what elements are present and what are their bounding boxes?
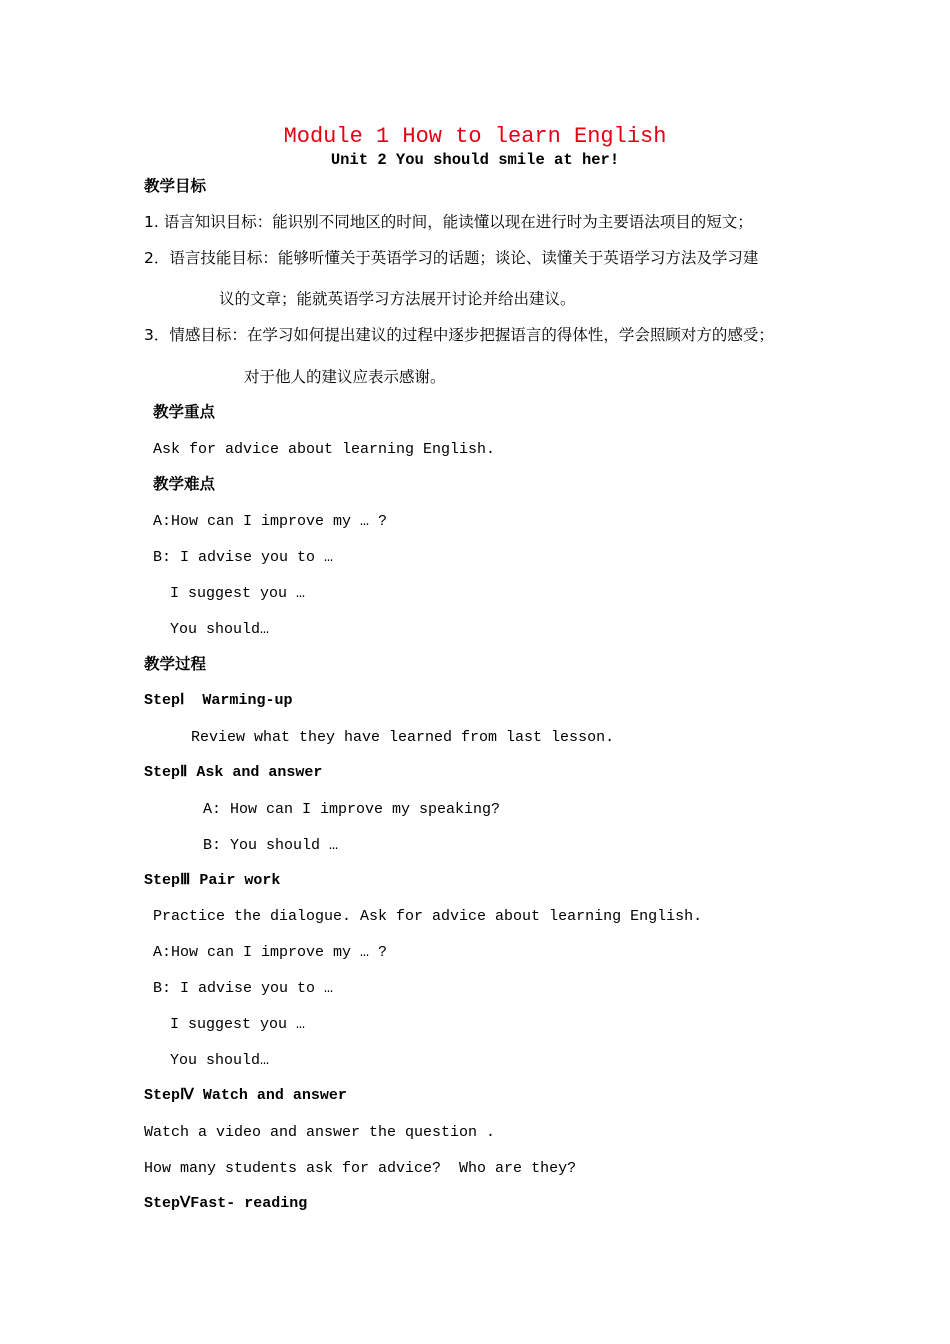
goal-item-2: 2．语言技能目标：能够听懂关于英语学习的话题；谈论、读懂关于英语学习方法及学习建 — [144, 249, 759, 267]
step-3-line-3: B: I advise you to … — [153, 980, 334, 997]
step-2-title: StepⅡ Ask and answer — [144, 764, 323, 781]
step-1-line-1: Review what they have learned from last lesson. — [191, 729, 615, 746]
goal-item-1: 1. 语言知识目标：能识别不同地区的时间，能读懂以现在进行时为主要语法项目的短文； — [144, 213, 753, 231]
process-heading: 教学过程 — [144, 655, 207, 673]
step-4-title: StepⅣ Watch and answer — [144, 1087, 347, 1104]
difficulty-line-2: B: I advise you to … — [153, 549, 334, 566]
key-points-heading: 教学重点 — [153, 403, 216, 421]
step-3-line-5: You should… — [170, 1052, 270, 1069]
difficulty-line-1: A:How can I improve my … ? — [153, 513, 388, 530]
step-5-title: StepⅤFast- reading — [144, 1195, 308, 1212]
goals-heading: 教学目标 — [144, 177, 207, 195]
difficulties-heading: 教学难点 — [153, 475, 216, 493]
key-points-text: Ask for advice about learning English. — [153, 441, 496, 458]
step-3-line-4: I suggest you … — [170, 1016, 306, 1033]
goal-item-3: 3．情感目标：在学习如何提出建议的过程中逐步把握语言的得体性，学会照顾对方的感受； — [144, 326, 774, 344]
document-title: Module 1 How to learn English — [283, 124, 667, 149]
difficulty-line-4: You should… — [170, 621, 270, 638]
step-3-title: StepⅢ Pair work — [144, 872, 281, 889]
step-1-title: StepⅠ Warming-up — [144, 692, 293, 709]
step-4-line-2: How many students ask for advice? Who are they? — [144, 1160, 577, 1177]
document-subtitle: Unit 2 You should smile at her! — [330, 151, 620, 169]
step-3-line-1: Practice the dialogue. Ask for advice about learning English. — [153, 908, 703, 925]
step-4-line-1: Watch a video and answer the question . — [144, 1124, 496, 1141]
step-2-line-1: A: How can I improve my speaking? — [203, 801, 501, 818]
step-3-line-2: A:How can I improve my … ? — [153, 944, 388, 961]
goal-item-2-continued: 议的文章；能就英语学习方法展开讨论并给出建议。 — [219, 290, 576, 308]
step-2-line-2: B: You should … — [203, 837, 339, 854]
goal-item-3-continued: 对于他人的建议应表示感谢。 — [244, 368, 446, 386]
difficulty-line-3: I suggest you … — [170, 585, 306, 602]
